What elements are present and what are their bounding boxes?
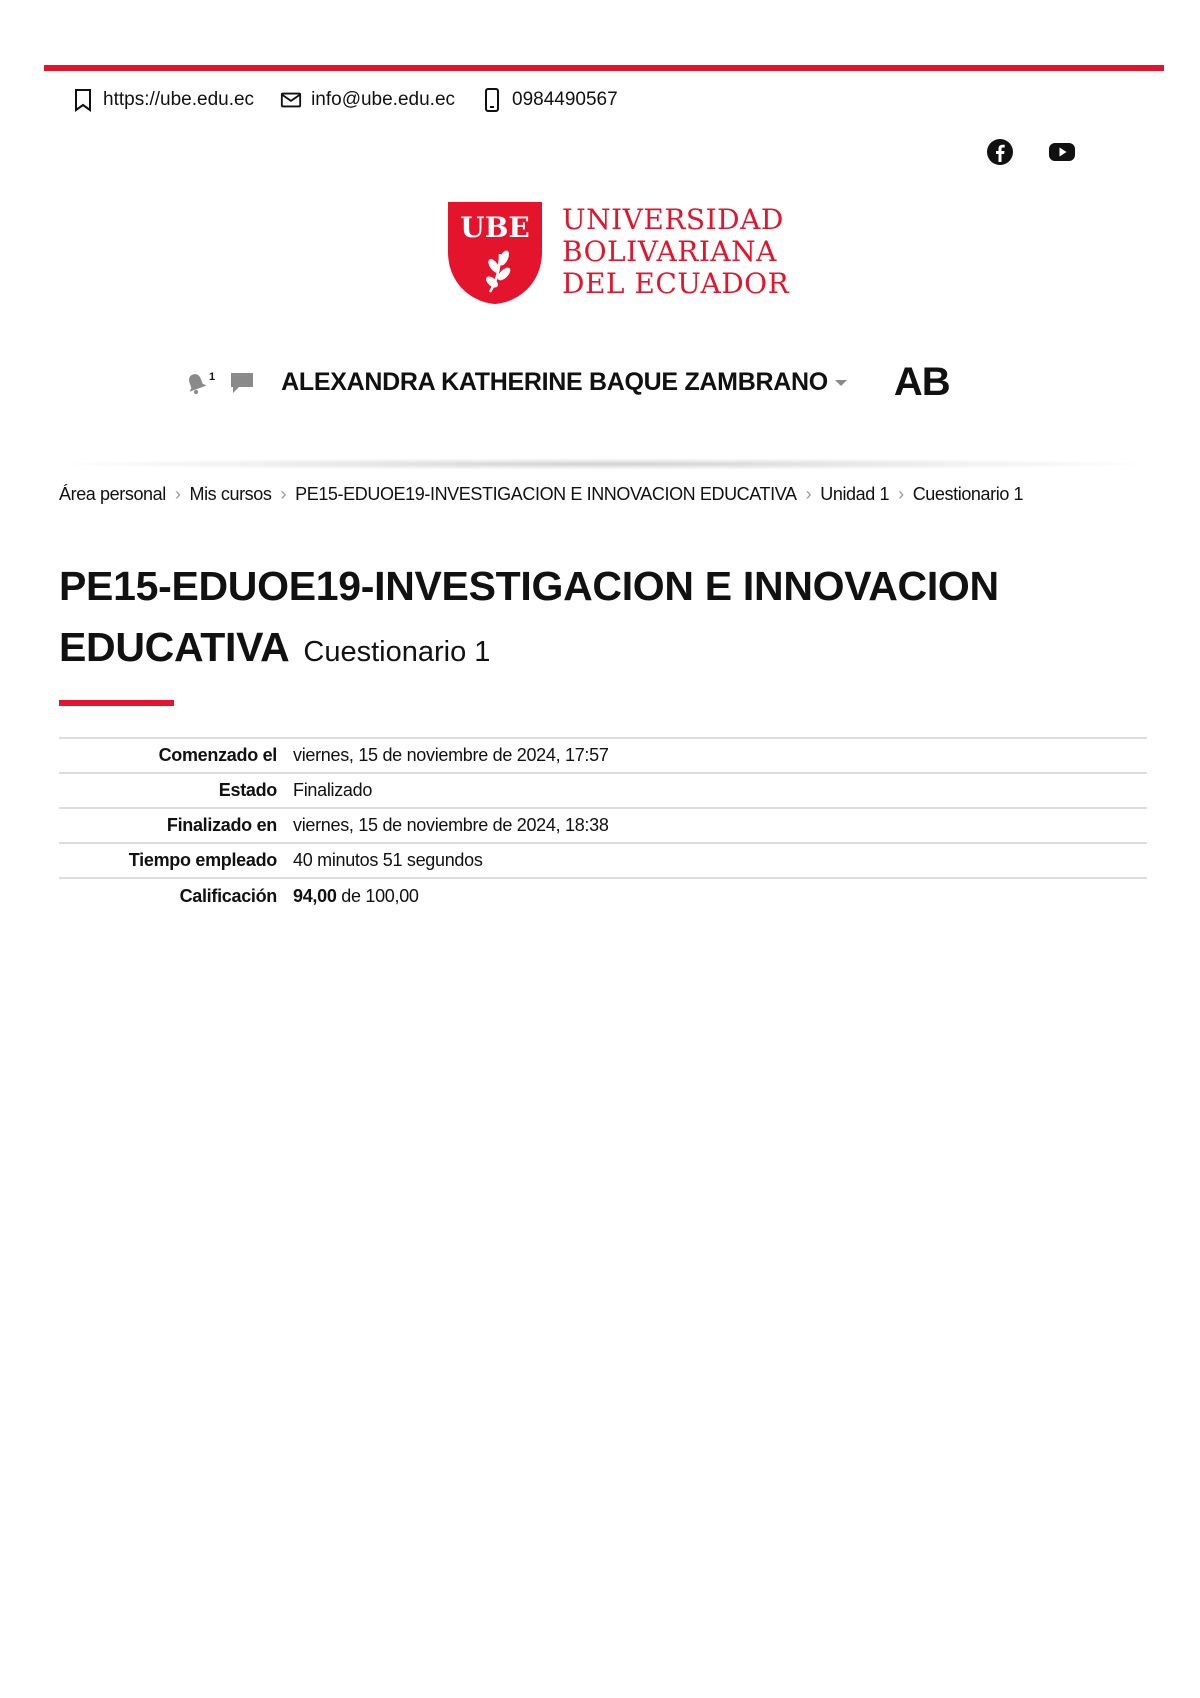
time-taken-label: Tiempo empleado: [59, 843, 293, 878]
grade-max: de 100,00: [336, 885, 419, 906]
bookmark-icon: [72, 88, 94, 112]
grade-score: 94,00: [293, 885, 337, 906]
breadcrumb-unit[interactable]: Unidad 1: [820, 484, 890, 504]
table-row: [59, 843, 1147, 878]
breadcrumb-personal-area[interactable]: Área personal: [59, 484, 166, 504]
phone-label: 0984490567: [512, 89, 618, 110]
table-row: [59, 773, 1147, 808]
title-underline: [59, 700, 174, 706]
started-value: viernes, 15 de noviembre de 2024, 17:57: [293, 738, 1147, 773]
course-title: PE15-EDUOE19-INVESTIGACION E INNOVACION EDUCATIVA: [59, 563, 999, 670]
breadcrumb: [59, 484, 1023, 505]
grade-value: [293, 878, 1147, 913]
contact-bar: [72, 88, 618, 112]
email-link[interactable]: [280, 88, 455, 112]
avatar[interactable]: AB: [893, 360, 950, 404]
youtube-icon[interactable]: [1048, 138, 1076, 166]
page-title: [59, 556, 1139, 683]
time-taken-value: 40 minutos 51 segundos: [293, 843, 1147, 878]
header-divider: [44, 458, 1164, 470]
breadcrumb-quiz[interactable]: Cuestionario 1: [912, 484, 1024, 504]
table-row: [59, 808, 1147, 843]
email-label: info@ube.edu.ec: [311, 89, 456, 110]
facebook-icon[interactable]: [986, 138, 1014, 166]
finished-value: viernes, 15 de noviembre de 2024, 18:38: [293, 808, 1147, 843]
user-navbar: [184, 360, 950, 405]
breadcrumb-course[interactable]: PE15-EDUOE19-INVESTIGACION E INNOVACION EDUCATIVA: [295, 484, 797, 504]
social-links: [986, 138, 1076, 166]
message-bubble-icon: [229, 371, 255, 395]
notifications-button[interactable]: [184, 371, 215, 395]
ube-shield-logo: [446, 200, 544, 306]
website-label: https://ube.edu.ec: [103, 89, 255, 110]
status-value: Finalizado: [293, 773, 1147, 808]
chevron-right-icon: ›: [280, 484, 287, 504]
quiz-name: Cuestionario 1: [303, 636, 491, 668]
logo-badge-text: UBE: [460, 211, 530, 244]
grade-label: Calificación: [59, 878, 293, 913]
bell-icon: [184, 371, 208, 395]
university-logo[interactable]: [446, 200, 789, 306]
mobile-phone-icon: [481, 88, 503, 112]
attempt-summary-table: [59, 737, 1147, 913]
started-label: Comenzado el: [59, 738, 293, 773]
logo-wordmark: [562, 200, 789, 300]
website-link[interactable]: [72, 88, 254, 112]
chevron-right-icon: ›: [174, 484, 181, 504]
messages-button[interactable]: [229, 371, 255, 395]
table-row: [59, 878, 1147, 913]
finished-label: Finalizado en: [59, 808, 293, 843]
envelope-icon: [280, 88, 302, 112]
top-accent-bar: [44, 65, 1164, 71]
logo-line-2: BOLIVARIANA: [562, 235, 777, 268]
table-row: [59, 738, 1147, 773]
logo-line-1: UNIVERSIDAD: [562, 203, 784, 236]
notification-count: 1: [209, 370, 216, 383]
breadcrumb-my-courses[interactable]: Mis cursos: [189, 484, 272, 504]
logo-line-3: DEL ECUADOR: [562, 267, 790, 300]
user-menu-toggle[interactable]: ALEXANDRA KATHERINE BAQUE ZAMBRANO: [281, 368, 828, 396]
chevron-right-icon: ›: [898, 484, 904, 504]
phone-link[interactable]: [481, 88, 618, 112]
chevron-right-icon: ›: [805, 484, 812, 504]
chevron-down-icon[interactable]: [834, 378, 848, 388]
status-label: Estado: [59, 773, 293, 808]
